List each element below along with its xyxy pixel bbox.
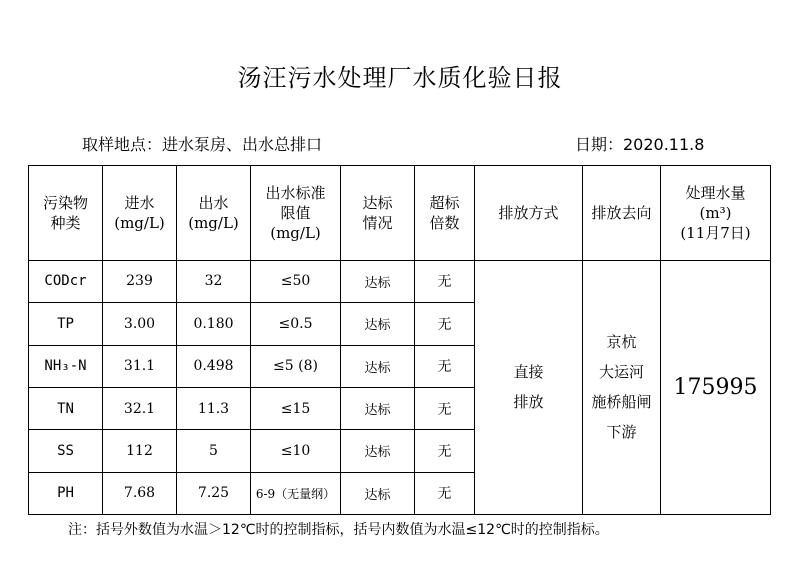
- excess-cell: 无: [415, 472, 475, 514]
- limit-cell: 6-9（无量纲）: [251, 472, 341, 514]
- inflow-cell: 31.1: [103, 345, 177, 387]
- outflow-cell: 32: [177, 260, 251, 302]
- status-cell: 达标: [341, 345, 415, 387]
- limit-cell: ≤10: [251, 430, 341, 472]
- header-limit: 出水标准 限值 (mg/L): [251, 166, 341, 261]
- header-inflow: 进水 (mg/L): [103, 166, 177, 261]
- header-discharge-dest: 排放去向: [583, 166, 661, 261]
- param-cell: CODcr: [29, 260, 103, 302]
- limit-cell: ≤5 (8): [251, 345, 341, 387]
- header-outflow: 出水 (mg/L): [177, 166, 251, 261]
- outflow-cell: 5: [177, 430, 251, 472]
- excess-cell: 无: [415, 260, 475, 302]
- excess-cell: 无: [415, 345, 475, 387]
- limit-cell: ≤50: [251, 260, 341, 302]
- status-cell: 达标: [341, 472, 415, 514]
- inflow-cell: 32.1: [103, 387, 177, 429]
- footnote: 注：括号外数值为水温＞12℃时的控制指标，括号内数值为水温≤12℃时的控制指标。: [68, 522, 609, 538]
- outflow-cell: 7.25: [177, 472, 251, 514]
- outflow-cell: 0.498: [177, 345, 251, 387]
- header-excess: 超标 倍数: [415, 166, 475, 261]
- param-cell: SS: [29, 430, 103, 472]
- excess-cell: 无: [415, 387, 475, 429]
- discharge-method-cell: 直接 排放: [475, 260, 583, 514]
- param-cell: TN: [29, 387, 103, 429]
- water-quality-table: [28, 165, 771, 515]
- header-param: 污染物 种类: [29, 166, 103, 261]
- table-row: [29, 260, 771, 302]
- inflow-cell: 112: [103, 430, 177, 472]
- status-cell: 达标: [341, 260, 415, 302]
- excess-cell: 无: [415, 430, 475, 472]
- outflow-cell: 11.3: [177, 387, 251, 429]
- param-cell: PH: [29, 472, 103, 514]
- outflow-cell: 0.180: [177, 303, 251, 345]
- limit-cell: ≤0.5: [251, 303, 341, 345]
- report-title: 汤汪污水处理厂水质化验日报: [237, 64, 563, 92]
- status-cell: 达标: [341, 430, 415, 472]
- header-discharge-method: 排放方式: [475, 166, 583, 261]
- table-header-row: [29, 166, 771, 261]
- status-cell: 达标: [341, 303, 415, 345]
- param-cell: TP: [29, 303, 103, 345]
- discharge-dest-cell: 京杭 大运河 施桥船闸 下游: [583, 260, 661, 514]
- header-compliance: 达标 情况: [341, 166, 415, 261]
- limit-cell: ≤15: [251, 387, 341, 429]
- param-cell: NH₃-N: [29, 345, 103, 387]
- sampling-location: 取样地点：进水泵房、出水总排口: [82, 135, 323, 154]
- volume-cell: 175995: [661, 260, 771, 514]
- status-cell: 达标: [341, 387, 415, 429]
- inflow-cell: 239: [103, 260, 177, 302]
- header-volume: 处理水量 (m³) (11月7日): [661, 166, 771, 261]
- inflow-cell: 3.00: [103, 303, 177, 345]
- report-date: 日期：2020.11.8: [575, 135, 705, 154]
- excess-cell: 无: [415, 303, 475, 345]
- inflow-cell: 7.68: [103, 472, 177, 514]
